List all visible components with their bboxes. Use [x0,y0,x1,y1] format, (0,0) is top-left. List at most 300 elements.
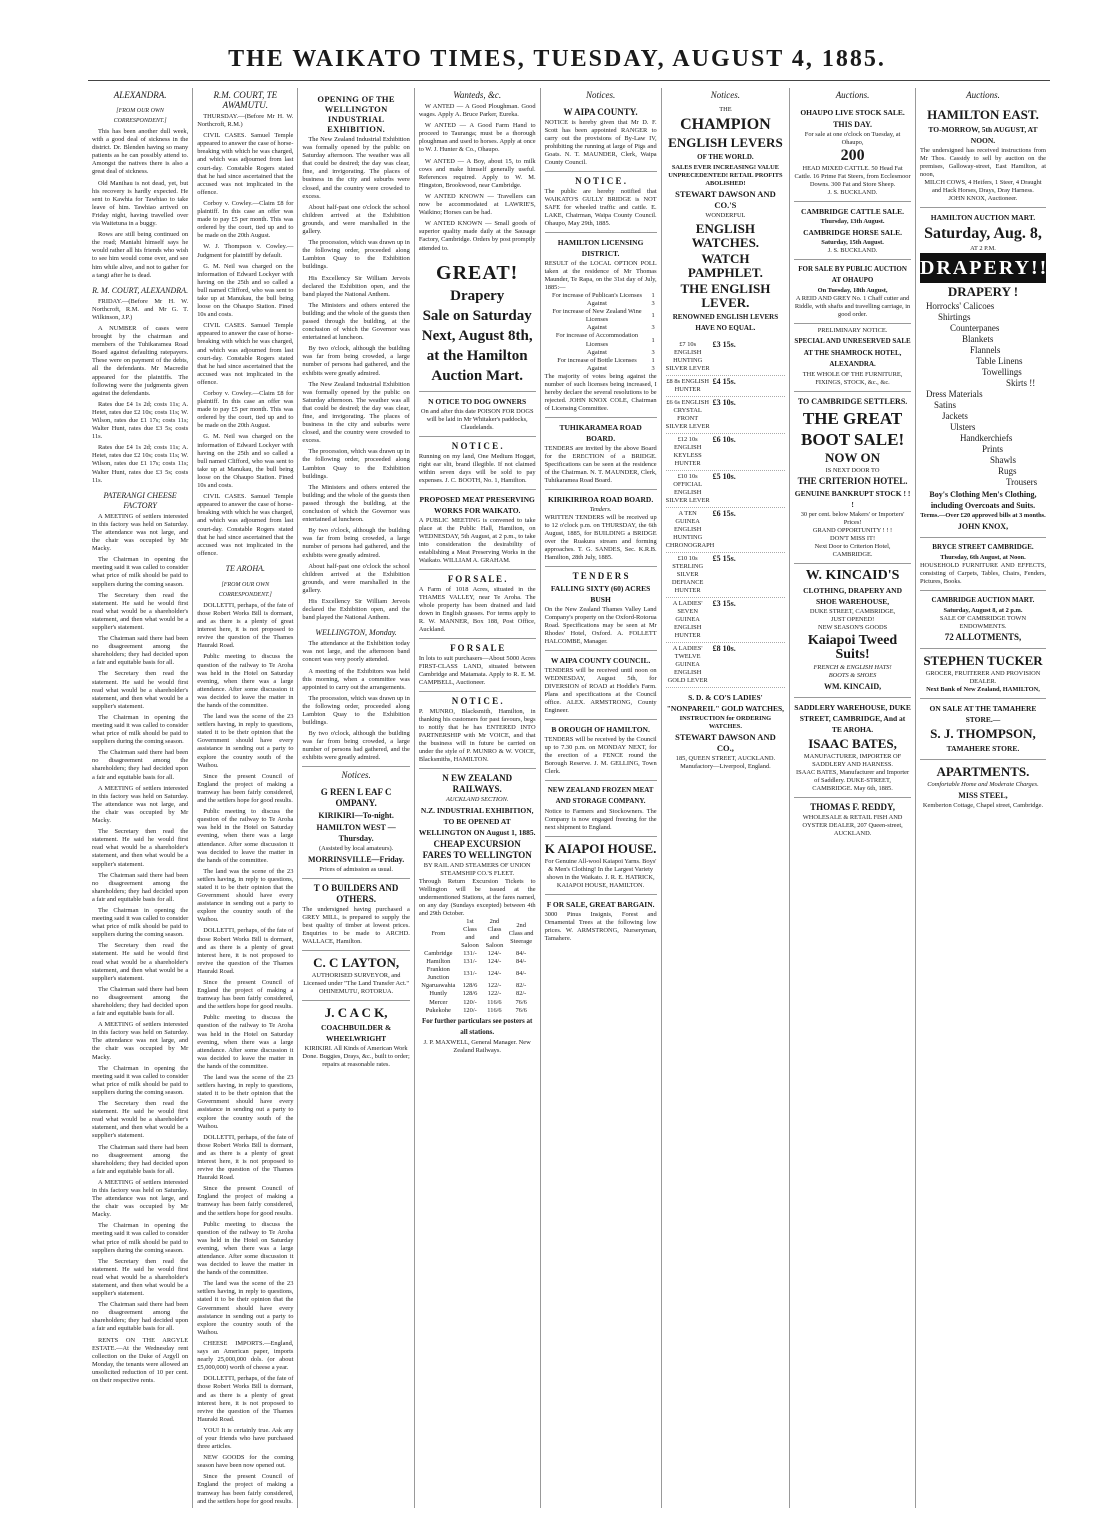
advert-title: SPECIAL AND UNRESERVED SALE [794,337,911,345]
table-cell: 131/- [463,958,477,966]
advert-title: PROPOSED MEAT PRESERVING WORKS FOR WAIKATO. [419,494,535,515]
advert-kincaid [794,564,911,698]
paragraph: His Excellency Sir William Jervois declared the Exhibition open, and the band played the National Anthem. [302,597,410,622]
table-row [545,292,657,300]
list-item: Counterpanes [949,323,1000,333]
advert-dog-owners [419,392,536,437]
advert-title: STEWART DAWSON AND CO., [675,732,776,753]
paragraph: The land was the scene of the 23 settlers having, in reply to questions, stated it to be their opinion that the Government should have every assistance in sending out a party to explore the country south of the Waihou. [197,1074,294,1130]
advert-body: Running on my land, One Medium Hogget, right ear slit, brand illegible. If not claimed within seven days will be sold to pay expenses. J. C. BOOTH, No. 1, Hamilton. [418,452,536,484]
paragraph: DOLLETTI, perhaps, of the fate of those Robert Works Bill is dormant, and as there is a plenty of great interest here, it is not proposed to revive the question of the Thames Hauraki Road. [197,1133,294,1182]
table-cell: 124/- [487,958,502,966]
advert-title: ENGLISH LEVERS [668,135,783,150]
advert-bridge-notice [545,172,657,233]
advert-body: WRITTEN TENDERS will be received up to 12 o'clock p.m. on THURSDAY, the 6th August, 1885, for BUILDING a BRIDGE over the Ruakura stream and forming approaches. T. G. SANDES, Sec. K.R.B. Hamilton, 28th July, 1885. [544,513,657,561]
advert-line: Sale on Saturday [422,307,532,324]
advert-title: NEW ZEALAND FROZEN MEAT AND STORAGE COMPANY. [547,785,654,805]
paragraph: A MEETING of settlers interested in this factory was held on Saturday. The attendance was not large, and the chair was occupied by Mr Macky. [92,512,189,553]
advert-line: CHEAP EXCURSION FARES TO WELLINGTON [422,838,532,860]
advert-title: K AIAPOI HOUSE. [544,840,657,856]
column-court-te-aroha [193,88,298,1508]
advert-title: THE ENGLISH LEVER. [680,281,771,310]
column-auctions-2 [916,88,1050,1508]
advert-title: TUHIKARAMEA ROAD BOARD. [559,422,642,443]
paragraph: Corboy v. Cowley.—Claim £8 for plaintiff. In this case an offer was made to pay £5 per month. This was ordered by the court, tied up and to be made on the 20th August. [197,390,294,430]
table-row [545,365,657,373]
advert-line: Next, August 8th, [421,327,533,344]
advert-hamilton-east [920,103,1046,208]
paragraph: The land was the scene of the 23 settlers having, in reply to questions, stated it to be their opinion that the Government should have every assistance in sending out a party to explore the country south of the Waihou. [197,1280,294,1336]
paragraph: CIVIL CASES. Samuel Temple appeared to answer the case of horse-breaking with which he was charged, and which was adjourned from last court-day. Constable Rogers stated that he had since ascertained that the accused was not implicated in the offence. [197,493,294,557]
advert-title: CHAMPION [680,116,771,133]
table-cell: For increase of Publican's Licenses [552,292,642,299]
watch-price: £6 15s. [712,509,736,518]
advert-title: F OR SALE, GREAT BARGAIN. [546,899,655,909]
advert-title: CAMBRIDGE AUCTION MART. [931,596,1035,604]
paragraph: By two o'clock, although the building was far from being crowded, a large number of persons had gathered, and the exhibits were greatly admired. [302,345,410,377]
paragraph: CIVIL CASES. Samuel Temple appeared to answer the case of horse-breaking with which he was charged, and which was adjourned from last court-day. Constable Rogers stated that he had since ascertained that the accused was not implicated in the offence. [197,132,294,196]
byline: [FROM OUR OWN CORRESPONDENT.] [218,581,272,598]
advert-body: Through Return Excursion Tickets to Wellington will be issued at the undermentioned Stations, at the fares named, on any day (Sundays excepted) between 4th and 29th October. [418,877,536,917]
advert-line: FRENCH & ENGLISH HATS! [813,664,892,671]
advert-body: HOUSEHOLD FURNITURE AND EFFECTS, consisting of Carpets, Tables, Chairs, Fenders, Pictures, Books. [919,562,1047,585]
advert-title: C. C LAYTON, [313,954,400,970]
advert-drapery [919,208,1049,538]
advert-tuhikaramea [545,418,657,490]
column-wanteds [415,88,541,1508]
table-row [545,332,657,348]
advert-body: The undersigned having purchased a GREY MILL, is prepared to supply the best quality of timber at lowest prices. Enquiries to be made to ARCHD. WALLACE, Hamilton. [302,905,410,945]
paragraph: Public meeting to discuss the question of the railway to Te Aroha was held in the Hotel on Saturday evening, when there was a large attendance. After some discussion it was decided to leave the matter in the hands of the committee. [197,653,294,709]
item-list [920,301,1046,488]
advert-body: The public are hereby notified that WAIKATO'S GULLY BRIDGE is NOT SAFE for wheeled traffic and cattle. E. LAKE, Chairman, Waipa County Council. Ohaupo, May 29th, 1885. [544,188,657,227]
table-row [419,966,536,982]
advert-line: N.Z. INDUSTRIAL EXHIBITION, TO BE OPENED AT WELLINGTON ON August 1, 1885. [418,805,536,837]
advert-title: N O T I C E . [575,176,627,186]
table-header: 2nd Class and Saloon [485,917,504,949]
advert-line: SALE OF CAMBRIDGE TOWN ENDOWMENTS. [939,615,1027,630]
table-header: 1st Class and Saloon [461,917,479,949]
table-cell: For increase of New Zealand Wine Licenses [552,308,642,324]
section-heading: R. M. COURT, ALEXANDRA. [92,285,189,295]
table-cell: 120/- [463,1006,477,1014]
paragraph: Old Manihau is not dead, yet, but his recovery is hardly expected. He sent to Kawhia for Tawhiao to take leave of him. Tawhiao arrived on Friday night, having travelled over via Waitetuna in a buggy. [92,179,189,228]
table-cell: 3 [651,364,655,372]
section-heading: Auctions. [966,90,1000,100]
table-row [545,349,657,357]
advert-line: MORRINSVILLE—Friday. [307,854,405,864]
paragraph: About half-past one o'clock the school children arrived at the Exhibition grounds, and were marshalled in the gallery. [302,562,410,594]
table-cell: 131/- [463,970,477,978]
list-item: Shirtings [937,312,971,322]
list-item: Satins [933,400,956,410]
watch-name: £10 10s OFFICIAL ENGLISH SILVER LEVER [665,473,710,504]
advert-line: RENOWNED ENGLISH LEVERS HAVE NO EQUAL. [672,313,779,332]
advert-line: Thursday, 13th August. [820,218,885,225]
advert-title: THOMAS F. REDDY, [810,802,895,812]
table-cell: 82/- [516,990,527,998]
table-cell: 1 [651,292,655,299]
table-cell: Mercer [429,998,448,1006]
table-cell: 3 [651,300,655,308]
advert-signature: J. P. MAXWELL, General Manager. New Zealand Railways. [423,1038,531,1054]
advert-title: N OTICE TO DOG OWNERS [428,396,527,406]
advert-saddlery [794,698,911,798]
section-heading: OPENING OF THE WELLINGTON INDUSTRIAL EXHIBITION. [317,94,395,134]
advert-subtitle: AUCKLAND SECTION. [445,795,509,803]
paragraph: Since the present Council of England the project of making a tramway has been fairly considered, and the settlers hope for good results. [197,1185,294,1217]
advert-title: N O T I C E . [451,695,503,706]
table-cell: For increase of Bottle Licenses [557,356,637,364]
table-cell: 1 [651,312,655,320]
advert-subtitle: COACHBUILDER & WHEELWRIGHT [321,1022,392,1043]
watch-listing [666,376,786,397]
paragraph: Since the present Council of England the project of making a tramway has been fairly considered, and the settlers hope for good results. [197,1473,294,1505]
watch-price: £3 15s. [712,340,736,349]
table-row [419,1007,536,1015]
watch-price: £6 10s. [712,435,736,444]
advert-body: KIRIKIRI. All Kinds of American Work Done. Buggies, Drays, &c., built to order; repairs at reasonable rates. [302,1044,410,1068]
advert-borough [545,720,657,781]
advert-line: Thursday, 6th August, at Noon. [940,554,1026,561]
watch-name: £10 10s STERLING SILVER DEFIANCE HUNTER [671,555,704,594]
advert-kirikiriroa [545,490,657,567]
paragraph: Since the present Council of England the project of making a tramway has been fairly considered, and the settlers hope for good results. [197,979,294,1011]
advert-line: DON'T MISS IT! [830,535,876,542]
advert-body: On the New Zealand Thames Valley Land Company's property on the Oxford-Rotorua Road. Specifications may be seen at Mr Rhodes' Hotel, Oxford. A. FOLLETT HALCOMBE, Manager. [544,605,657,645]
table-cell: 1 [651,336,655,344]
advert-line: GENUINE BANKRUPT STOCK ! ! ! [794,489,911,509]
advert-signature: WM. KINCAID, [824,682,882,691]
advert-title: B OROUGH OF HAMILTON. [551,724,650,734]
advert-line: NOW ON [825,450,881,465]
list-item: Flannels [969,345,1001,355]
table-cell: 122/- [487,982,502,990]
advert-notice [419,437,536,490]
table-cell: 128/6 [462,982,478,990]
byline: [FROM OUR OWN CORRESPONDENT.] [113,108,167,124]
watch-price: £5 10s. [712,472,736,481]
advert-title: BRYCE STREET CAMBRIDGE. [932,543,1034,551]
advert-line: TAMAHERE STORE. [946,744,1020,753]
paragraph: A MEETING of settlers interested in this factory was held on Saturday. The attendance was not large, and the chair was occupied by Mr Macky. [92,1021,189,1061]
paragraph: A MEETING of settlers interested in this factory was held on Saturday. The attendance was not large, and the chair was occupied by Mr Macky. [92,784,189,825]
advert-line: Auction Mart. [431,367,524,384]
advert-title: CLOTHING, DRAPERY AND SHOE WAREHOUSE, [803,586,902,606]
paragraph: The land was the scene of the 23 settlers having, in reply to questions, stated it to be their opinion that the Government should have every assistance in sending out a party to explore the country south of the Waihou. [197,867,294,924]
advert-body: ISAAC BATES, Manufacturer and Importer of Saddlery. DUKE-STREET, CAMBRIDGE. May 6th, 1885. [796,769,910,792]
advert-line: PRELIMINARY NOTICE. [817,327,888,334]
advert-body: A REID AND GREY No. 1 Chaff cutter and Riddle, with shafts and travelling carriage, in good order. [794,295,911,318]
advert-signature: J. S. BUCKLAND. [827,247,878,254]
advert-line: IS NEXT DOOR TO [825,467,880,474]
table-cell: 124/- [487,970,502,978]
poll-table [545,292,657,373]
paragraph: The Secretary then read the statement. He said he would first read what would be a shareholder's statement, and then what would be a supplier's statement. [92,591,189,631]
advert-wanted: W ANTED KNOWN — Travellers can now be accommodated at LAWRIE'S, Waikino; Horses can be had. [418,192,536,217]
advert-body: In lots to suit purchasers—About 5000 Acres FIRST-CLASS LAND, situated between Cambridge and Matamata. Apply to R. E. M. CAMPBELL, Auctioneer. [418,654,536,686]
advert-body: On and after this date POISON FOR DOGS will be laid in Mr Whitaker's paddocks, Claudelands. [420,407,534,431]
list-item: Towellings [981,367,1022,377]
watch-listing [666,339,786,376]
masthead-rule [88,80,1050,81]
advert-line: TO-MORROW, 5th AUGUST, AT NOON. [928,125,1038,145]
table-row [545,308,657,324]
advert-line: Comfortable Home and Moderate Charges. [927,781,1039,788]
advert-body: TENDERS will be received until noon on WEDNESDAY, August 5th, for DIVERSION of ROAD at Hoddle's Farm. Plans and specifications at the Council office. ALEX. ARMSTRONG, County Engineer. [544,666,657,714]
paragraph: G. M. Neil was charged on the information of Edward Lockyer with having on the 25th and so called a bull named Clifford, who was sent to take up at Manukau, the bull being loose on the Ohaupo Station. Fined 10s and costs. [197,433,294,490]
advert-body: 185, QUEEN STREET, AUCKLAND. Manufactory—Liverpool, England. [675,755,776,770]
paragraph: The land was the scene of the 23 settlers having, in reply to questions, stated it to be their opinion that the Government should have every assistance in sending out a party to explore the country south of the Waihou. [197,713,294,769]
paragraph: DOLLETTI, perhaps, of the fate of those Robert Works Bill is dormant, and as there is a plenty of great interest here, it is not proposed to revive the question of the Thames Hauraki Road. [197,927,294,975]
paragraph: The Ministers and others entered the building; and the whole of the guests then passed through the building, at the conclusion of which the Governor was entertained at luncheon. [302,301,410,342]
advert-title: S. D. & CO'S LADIES' "NONPAREIL" GOLD WATCHES, [666,693,785,713]
paragraph: About half-past one o'clock the school children arrived at the Exhibition grounds, and were marshalled in the gallery. [302,203,410,236]
advert-line: BOOTS & SHOES [828,672,877,679]
list-item: Blankets [961,334,994,344]
advert-line: DRAPERY ! [947,284,1019,299]
watch-listing [666,471,786,508]
advert-title: FOR SALE BY PUBLIC AUCTION AT OHAUPO [798,265,907,284]
list-item: Ulsters [949,422,976,432]
advert-line: at the Hamilton [426,347,528,364]
advert-frozen-meat [545,781,657,837]
advert-waipa-council [545,651,657,720]
advert-title: TO CAMBRIDGE SETTLERS. [797,397,908,406]
advert-body: MANUFACTURER, IMPORTER OF SADDLERY AND HARNESS. [803,753,902,768]
advert-body: 3000 Pinus Insignis, Forest and Ornamental Trees at the following low prices. W. ARMSTRONG, Nurseryman, Tamahere. [544,910,657,942]
advert-line: 30 per cent. below Makers' or Importers' Prices! [800,511,905,526]
watch-price: £3 10s. [712,398,736,407]
advert-body: The majority of votes being against the number of such licenses being increased, I hereby declare the several resolutions to be rejected. JOHN KNOX COLE, Chairman of Licensing Committee. [544,372,657,412]
advert-title: ENGLISH WATCHES. [691,221,760,250]
table-cell: 116/6 [487,998,502,1006]
advert-title: N EW ZEALAND RAILWAYS. [442,772,513,794]
paragraph: The Chairman said there had been no disagreement among the shareholders; they had decided upon a fair and equitable basis for all. [92,635,189,667]
advert-cambridge-sales [794,202,911,260]
advert-title: APARTMENTS. [936,764,1030,779]
advert-title: CAMBRIDGE HORSE SALE. [803,228,903,237]
table-header-row [419,918,536,950]
table-cell: 84/- [516,970,527,978]
advert-body: NOTICE is hereby given that Mr D. F. Scott has been appointed RANGER to carry out the provisions of By-Law IV, prohibiting the running at large of Pigs and Goats. N. T. MAUNDER, Clerk, Waipa County Council. [544,119,657,166]
advert-jack [302,1001,409,1073]
table-cell: 128/6 [462,990,478,998]
advert-subtitle: Tenders. [589,505,612,513]
table-cell: Against [587,324,607,332]
paragraph: W. J. Thompson v. Cowley.—Judgment for plaintiff by default. [197,243,294,259]
advert-signature: JOHN KNOX, [957,522,1009,531]
paragraph: Public meeting to discuss the question of the railway to Te Aroha was held in the Hotel on Saturday evening, when there was a large attendance. After some discussion it was decided to leave the matter in the hands of the committee. [197,1220,294,1277]
advert-title: THE CRITERION HOTEL. [797,476,908,486]
paragraph: NEW GOODS for the coming season have been now opened out. [197,1454,294,1470]
advert-subtitle: FALLING SIXTY (60) ACRES BUSH [550,583,651,604]
advert-line: HAMILTON WEST — Thursday. [316,822,396,843]
paragraph: By two o'clock, although the building was far from being crowded, a large number of persons had gathered, and the exhibits were greatly admired. [302,730,410,762]
advert-body: P. MUNRO, Blacksmith, Hamilton, in thanking his customers for past favours, begs to notify that he has ENTERED INTO PARTNERSHIP with Mr VOICE, and that the business will in future be carried on under the style of P. MUNRO & W. VOICE, Blacksmiths, HAMILTON. [418,707,536,763]
paragraph: The Chairman said there had been no disagreement among the shareholders; they had decided upon a fair and equitable basis for all. [92,871,189,903]
section-heading: R.M. COURT, TE AWAMUTU. [213,90,278,110]
column-alexandra [88,88,193,1508]
watch-listing [666,434,786,471]
watch-listing [666,508,786,553]
advert-title: CAMBRIDGE CATTLE SALE. [801,207,905,216]
advert-cambridge-mart [920,591,1046,649]
advert-line: WONDERFUL [705,212,746,219]
advert-kaiapoi-house [545,837,657,895]
table-row [419,999,536,1007]
advert-trees [545,895,657,947]
paragraph: DOLLETTI, perhaps, of the fate of those Robert Works Bill is dormant, and as there is a plenty of great interest here, it is not proposed to revive the question of the Thames Hauraki Road. [197,1375,294,1423]
advert-clayton [302,951,409,1001]
advert-builders [302,879,409,951]
advert-body: MILCH COWS, 4 Heifers, 1 Steer, 4 Draught and Hack Horses, Drays, Dray Harness. [924,179,1042,194]
list-item: Handkerchiefs [959,433,1013,443]
paragraph: Rates due £4 1s 2d; costs 11s; A. Hetet, rates due £2 10s; costs 11s; W. Wilson, rates due £1 17s; costs 11s; Walter Hunt, rates due £3 5s; costs 11s. [92,444,189,484]
advert-line: Terms.—Over £20 approved bills at 3 months. [920,512,1046,519]
advert-title: G REEN L EAF C OMPANY. [320,786,392,808]
advert-signature: JOHN KNOX, Auctioneer. [948,195,1018,202]
list-item: Skirts !! [1005,378,1036,388]
advert-title: GREAT! [436,261,519,284]
column-auctions-1 [790,88,916,1508]
page-columns [88,88,1050,1508]
list-item: Trousers [1005,477,1038,487]
advert-line: Saturday, Aug. 8, [924,225,1042,242]
watch-price: £4 15s. [712,377,736,386]
advert-for-sale [419,570,536,639]
advert-line: DUKE STREET, CAMBRIDGE, [809,608,896,615]
advert-line: Saturday, 15th August. [821,239,884,246]
paragraph: The Secretary then read the statement. He said he would first read what would be a shareholder's statement, and then what would be a supplier's statement. [92,828,189,868]
advert-line: On Tuesday, 18th August, [817,287,888,294]
advert-title: W AIPA COUNTY. [563,107,638,117]
newspaper-title: THE WAIKATO TIMES, TUESDAY, AUGUST 4, 1885. [228,46,886,72]
advert-shamrock [794,324,911,392]
advert-line: SALES EVER INCREASING! VALUE UNPRECEDENTED! RETAIL PROFITS ABOLISHED! [668,164,783,187]
advert-title: N O T I C E . [451,440,503,451]
paragraph: Since the present Council of England the project of making a tramway has been fairly considered, and the settlers hope for good results. [197,772,294,805]
watch-listing [666,553,786,598]
column-watches [662,88,791,1508]
paragraph: The Ministers and others entered the building; and the whole of the guests then passed through the building, at the conclusion of which the Governor was entertained at luncheon. [302,483,410,524]
table-cell: 84/- [516,949,527,957]
advert-body: AUTHORISED SURVEYOR, and Licensed under "The Land Transfer Act." OHINEMUTU, ROTORUA. [303,971,409,995]
advert-title: Kaiapoi Tweed Suits! [807,633,898,662]
paragraph: The Secretary then read the statement. He said he would first read what would be a shareholder's statement, and then what would be a supplier's statement. [92,670,189,710]
advert-line: AT 2 P.M. [970,245,996,252]
section-heading: Auctions. [835,90,870,100]
paragraph: The attendance at the Exhibition today was not large, and the afternoon band concert was very poorly attended. [302,640,410,664]
paragraph: The procession, which was drawn up in the following order, proceeded along Lambton Quay to the Exhibition buildings. [302,448,410,480]
advert-title: F O R S A L E . [447,573,507,584]
table-cell: Cambridge [424,949,453,957]
advert-title: BOOT SALE! [800,430,905,449]
advert-line: 200 [840,147,865,164]
table-cell: Against [587,300,607,308]
advert-great-drapery [419,256,536,392]
advert-bryce-street [920,538,1046,591]
table-row [545,324,657,332]
paragraph: The Secretary then read the statement. He said he would first read what would be a shareholder's statement, and then what would be a supplier's statement. [92,942,189,982]
paragraph: Rates due £4 1s 2d; costs 11s; A. Hetet, rates due £2 10s; costs 11s; W. Wilson, rates due £1 17s; costs 11s; Walter Hunt, rates due £3 5s; costs 11s. [92,400,189,441]
watch-listing [666,397,786,434]
advert-title: AT THE SHAMROCK HOTEL, ALEXANDRA. [803,349,902,368]
advert-title: HAMILTON LICENSING DISTRICT. [557,238,644,258]
watch-name: £7 10s ENGLISH HUNTING SILVER LEVER [665,341,710,372]
section-heading: Notices. [710,90,741,100]
paragraph: The Chairman said there had been no disagreement among the shareholders; they had decided upon a fair and equitable basis for all. [92,1301,189,1333]
paragraph: The Chairman in opening the meeting said it was called to consider what price of milk should be paid to suppliers during the coming season. [92,906,189,939]
advert-line: GRAND OPPORTUNITY ! ! ! [812,527,893,534]
advert-title: J. C A C K, [324,1004,388,1020]
advert-public-auction [794,260,911,324]
paragraph: The Chairman said there had been no disagreement among the shareholders; they had decided upon a fair and equitable basis for all. [92,1143,189,1175]
advert-munro [419,692,536,769]
watch-name: A LADIES' TWELVE GUINEA ENGLISH GOLD LEVER [667,645,708,684]
table-cell: Hamilton [426,958,451,966]
advert-title: S. J. THOMPSON, [930,726,1036,741]
paragraph: The Secretary then read the statement. He said he would first read what would be a shareholder's statement, and then what would be a supplier's statement. [92,1257,189,1298]
paragraph: The Chairman said there had been no disagreement among the shareholders; they had decided upon a fair and equitable basis for all. [92,985,189,1018]
table-cell: Huntly [429,990,448,998]
advert-line: 72 ALLOTMENTS, [944,632,1022,642]
watch-price: £3 15s. [712,599,736,608]
section-heading: WELLINGTON, Monday. [315,628,397,638]
advert-line: THE [719,106,732,113]
table-cell: 82/- [516,982,527,990]
table-cell: 3 [651,324,655,332]
watch-name: £6 6s ENGLISH CRYSTAL FRONT SILVER LEVER [665,399,710,430]
section-heading: ALEXANDRA. [113,90,167,100]
advert-signature: MISS STEEL, [958,791,1008,800]
paragraph: The Chairman in opening the meeting said it was called to consider what price of milk should be paid to suppliers during the coming season. [92,1222,189,1254]
list-item: Dress Materials [925,389,983,399]
paragraph: YOU! It is certainly true. Ask any of your friends who have purchased three articles. [197,1426,294,1451]
advert-body: HEAD MIXED CATTLE. 50 Head Fat Cattle. 16 Prime Fat Steers, from Ecclesmoor Downs. 300 Fat and Store Sheep. [794,165,911,188]
paragraph: A MEETING of settlers interested in this factory was held on Saturday. The attendance was not large, and the chair was occupied by Mr Macky. [92,1178,189,1219]
advert-signature: J. S. BUCKLAND. [827,189,878,196]
section-heading: Notices. [302,766,409,780]
advert-green-leaf [302,783,409,879]
table-cell: 120/- [463,998,477,1006]
watch-name: A TEN GUINEA ENGLISH HUNTING CHRONOGRAPH [665,510,715,549]
table-cell: Pukekohe [425,1006,451,1014]
advert-title: OHAUPO LIVE STOCK SALE. [800,108,905,117]
paragraph: CIVIL CASES. Samuel Temple appeared to answer the case of horse-breaking with which he was charged, and which was adjourned from last court-day. Constable Rogers stated that he had since ascertained that the accused was not implicated in the offence. [197,322,294,386]
advert-wanted: W ANTED — A Boy, about 15, to milk cows and make himself generally useful. References required. Apply to W. M. Hingston, Brookwood, near Cambridge. [418,157,536,189]
paragraph: G. M. Neil was charged on the information of Edward Lockyer with having on the 25th and so called a bull named Clifford, who was sent to take up at Manukau, the bull being loose on the Ohaupo Station. Fined 10s and costs. [197,262,294,319]
section-heading: Notices. [585,90,616,100]
advert-body: WHOLESALE & RETAIL FISH AND OYSTER DEALER, 207 Queen-street, AUCKLAND. [802,814,903,837]
advert-ohaupo-sale [794,103,911,202]
advert-reddy [794,798,911,842]
advert-title: SADDLERY WAREHOUSE, DUKE STREET, CAMBRIDGE, And at TE AROHA. [794,703,911,734]
list-item: Shawls [989,455,1016,465]
paragraph: FRIDAY.—(Before Mr H. W. Northcroft, R.M. and Mr G. T. Wilkinson, J.P.) [92,297,189,321]
paragraph: The Chairman said there had been no disagreement among the shareholders; they had decided upon a fair and equitable basis for all. [92,749,189,781]
advert-line: For further particulars see posters at all stations. [422,1016,533,1036]
table-cell: 84/- [516,958,527,966]
table-row [419,990,536,998]
section-heading: Wanteds, &c. [453,90,502,100]
advert-body: A Farm of 1018 Acres, situated in the THAMES VALLEY, near Te Aroha. The whole property has been drained and laid down in English grasses. For terms apply to R. W. MANNER, Box 188, Post Office, Auckland. [418,585,536,633]
paragraph: A meeting of the Exhibitors was held this morning, when a committee was appointed to carry out the arrangements. [302,667,410,691]
paragraph: A NUMBER of cases were brought by the chairman and members of the Tuhikaramea Road Board against defaulting ratepayers. These were on payment of the debts, all the defendants. Mr Macredie appeared for the plaintiffs. The following were the judgments given against the defendants. [92,324,189,397]
advert-body: The undersigned has received instructions from Mr Thos. Cassidy to sell by auction on the premises, Galloway-street, East Hamilton, at noon, [919,147,1047,178]
table-row [545,357,657,365]
paragraph: DOLLETTI, perhaps, of the fate of those Robert Works Bill is dormant, and as there is a plenty of great interest here, it is not proposed to revive the question of the Thames Hauraki Road. [197,601,294,650]
